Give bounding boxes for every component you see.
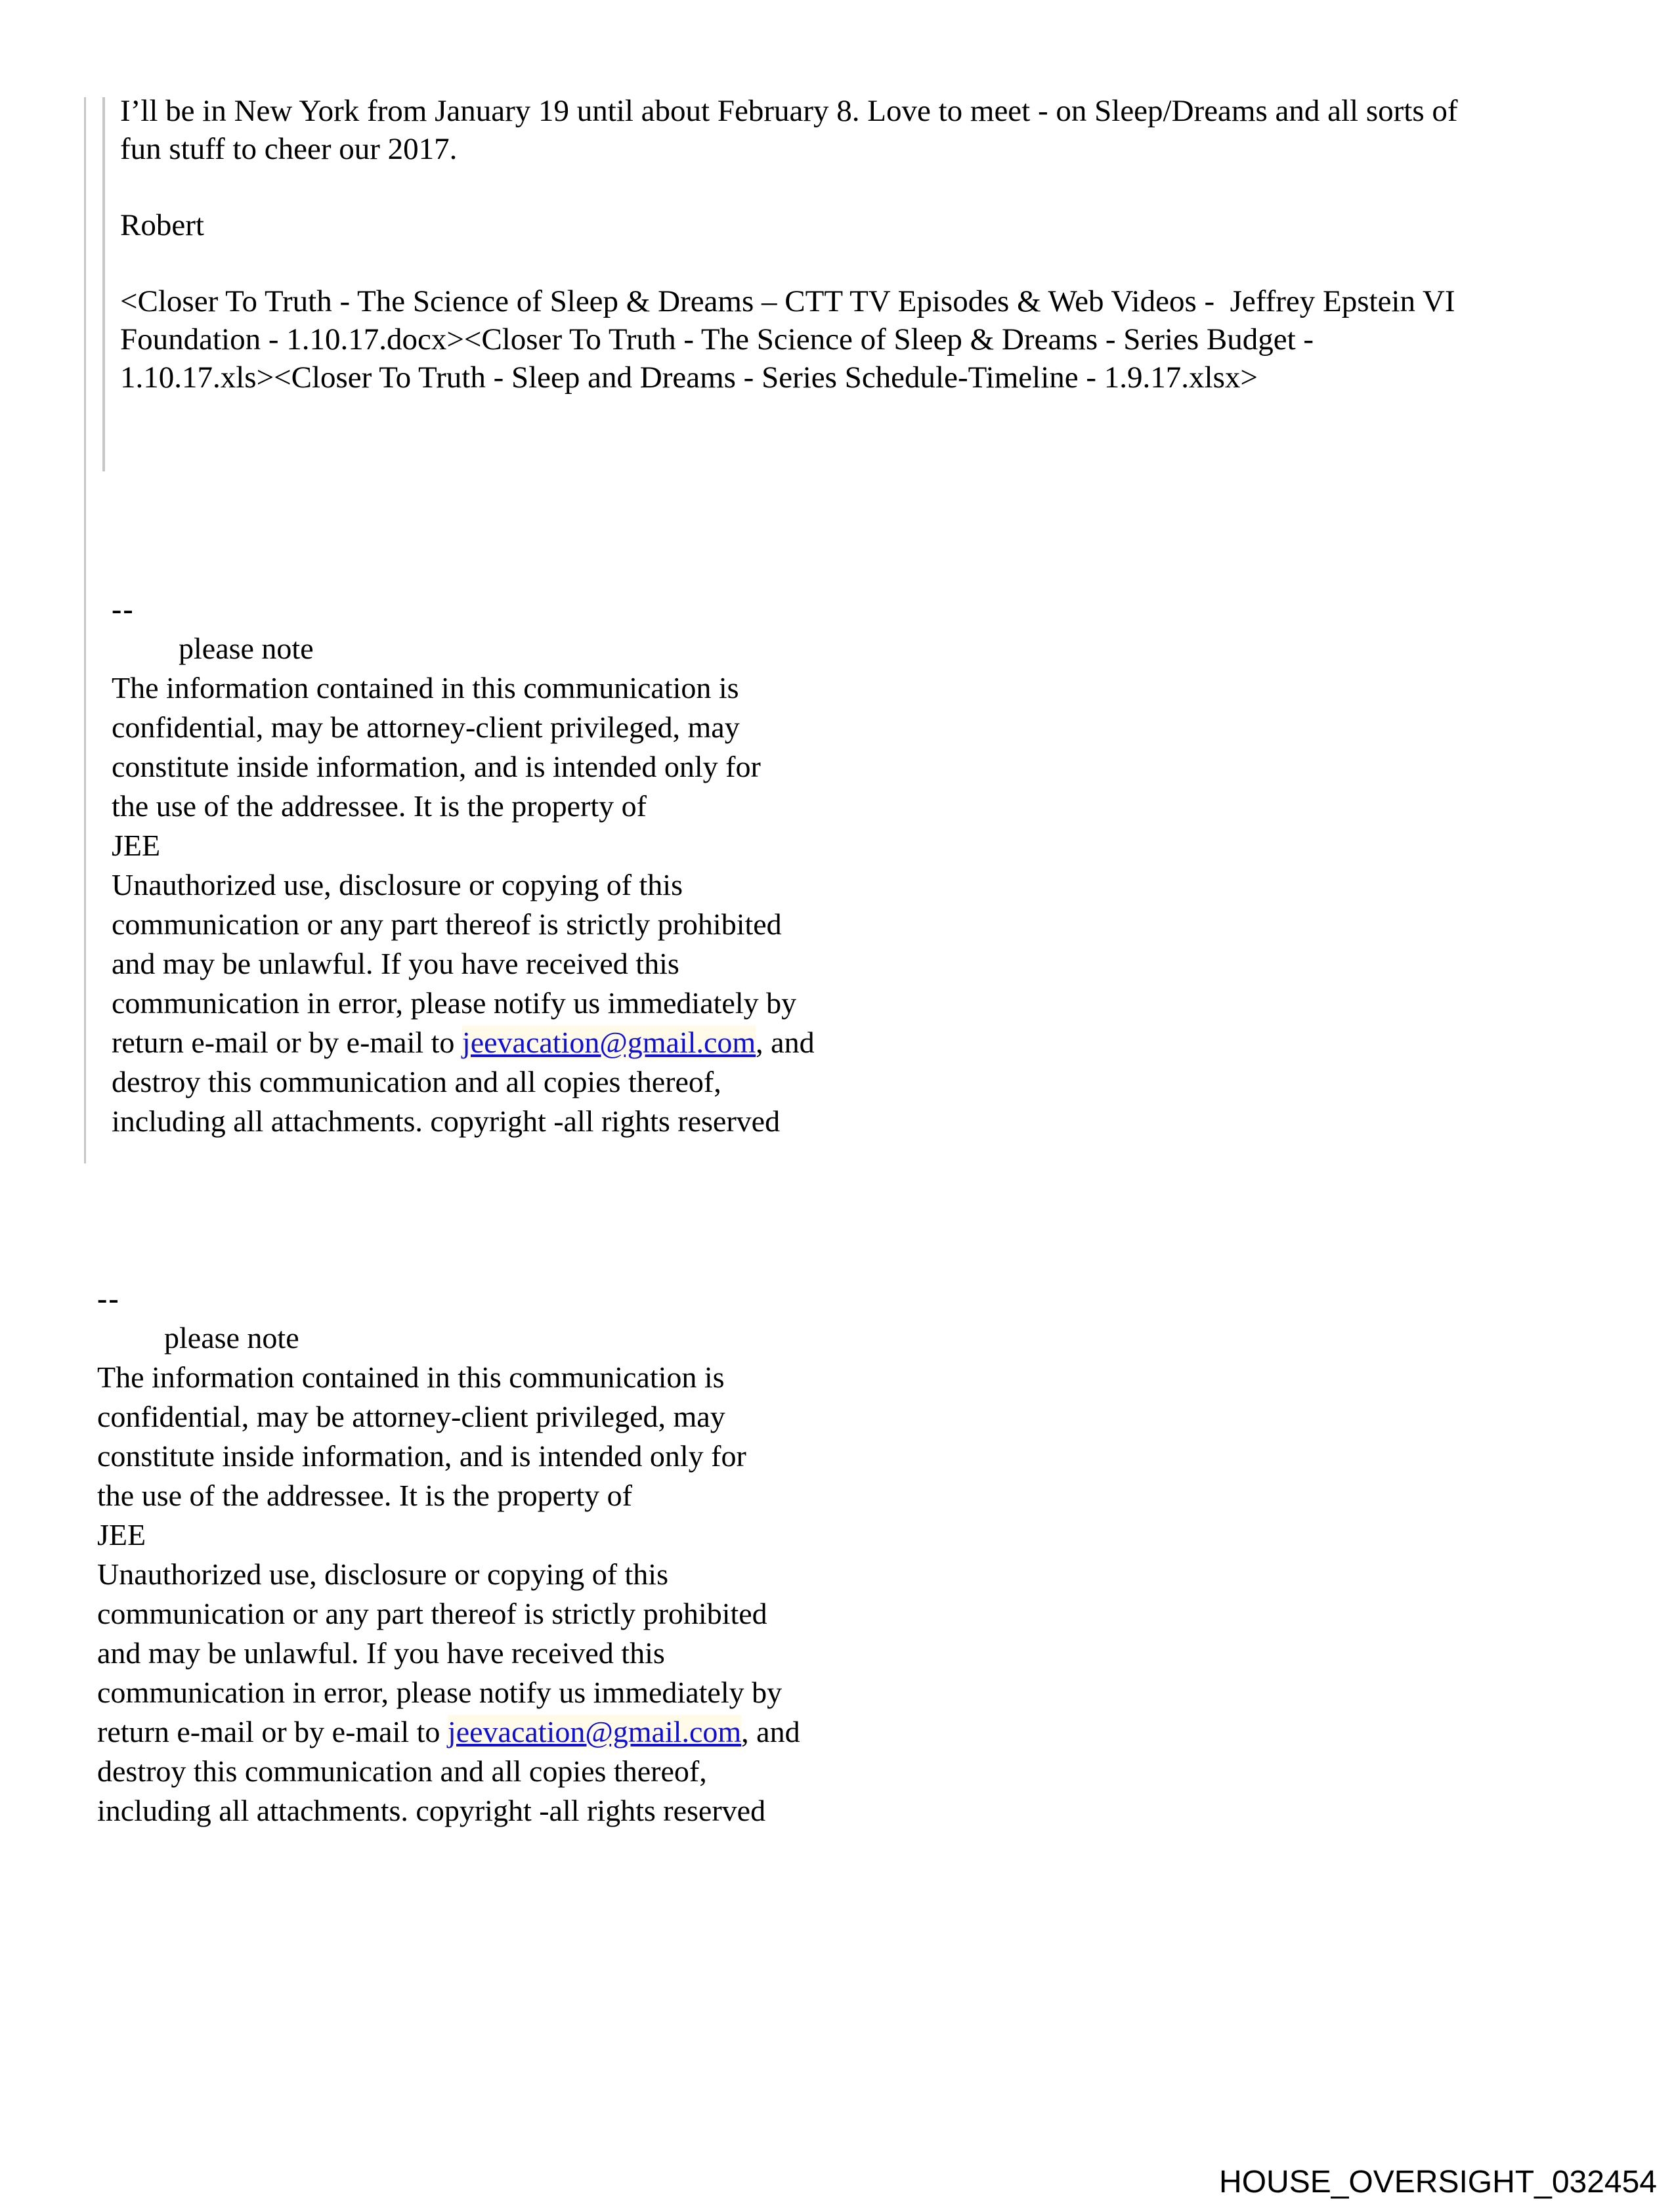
quoted-line-blank — [120, 244, 1458, 282]
disclaimer-line: JEE — [97, 1518, 146, 1551]
attachment-list-line: <Closer To Truth - The Science of Sleep & Dreams – CTT TV Episodes & Web Videos - Jeffrey Epstein VI — [120, 284, 1455, 318]
disclaimer-link-line — [97, 1712, 800, 1752]
quoted-signature: Robert — [120, 208, 204, 242]
disclaimer-line: including all attachments. copyright -all rights reserved — [112, 1104, 781, 1138]
disclaimer-line: including all attachments. copyright -all rights reserved — [97, 1794, 766, 1827]
disclaimer-line: The information contained in this communication is — [97, 1360, 725, 1394]
disclaimer-block-2 — [97, 1279, 800, 1831]
disclaimer-block-1 — [112, 590, 815, 1141]
disclaimer-line: The information contained in this communication is — [112, 671, 739, 705]
disclaimer-line: communication in error, please notify us immediately by — [112, 986, 797, 1020]
disclaimer-note-label: please note — [179, 632, 314, 665]
disclaimer-line: Unauthorized use, disclosure or copying of this — [97, 1557, 668, 1591]
attachment-list-line: 1.10.17.xls><Closer To Truth - Sleep and Dreams - Series Schedule-Timeline - 1.9.17.xlsx> — [120, 360, 1258, 395]
disclaimer-line: communication or any part thereof is strictly prohibited — [97, 1597, 767, 1630]
email-link[interactable]: jeevacation@gmail.com — [447, 1715, 742, 1748]
disclaimer-line: and may be unlawful. If you have received this — [112, 947, 679, 980]
email-link[interactable]: jeevacation@gmail.com — [461, 1026, 756, 1059]
quoted-line: fun stuff to cheer our 2017. — [120, 132, 458, 166]
disclaimer-line: communication in error, please notify us immediately by — [97, 1676, 783, 1709]
quote-bar-inner — [102, 97, 105, 471]
disclaimer-line: and may be unlawful. If you have received this — [97, 1636, 665, 1670]
disclaimer-line: constitute inside information, and is intended only for — [97, 1439, 746, 1473]
disclaimer-line: confidential, may be attorney-client privileged, may — [112, 710, 740, 744]
disclaimer-line: communication or any part thereof is strictly prohibited — [112, 907, 782, 941]
quote-bar-outer — [84, 97, 86, 1163]
disclaimer-link-line — [112, 1023, 815, 1062]
link-line-suffix: , and — [741, 1715, 800, 1748]
link-line-prefix: return e-mail or by e-mail to — [112, 1026, 462, 1059]
disclaimer-line: confidential, may be attorney-client privileged, may — [97, 1400, 725, 1433]
signature-separator: -- — [112, 592, 135, 626]
disclaimer-line: destroy this communication and all copies thereof, — [112, 1065, 721, 1098]
signature-separator: -- — [97, 1282, 120, 1315]
disclaimer-line: constitute inside information, and is intended only for — [112, 750, 761, 783]
quoted-email-body — [120, 92, 1458, 397]
quoted-line-blank — [120, 168, 1458, 206]
disclaimer-line: Unauthorized use, disclosure or copying of this — [112, 868, 683, 901]
quoted-line: I’ll be in New York from January 19 until about February 8. Love to meet - on Sleep/Dreams and all sorts of — [120, 94, 1458, 128]
disclaimer-line: the use of the addressee. It is the property of — [112, 789, 647, 823]
attachment-list-line: Foundation - 1.10.17.docx><Closer To Truth - The Science of Sleep & Dreams - Series Budget - — [120, 322, 1314, 357]
disclaimer-line: the use of the addressee. It is the property of — [97, 1479, 632, 1512]
link-line-suffix: , and — [756, 1026, 815, 1059]
link-line-prefix: return e-mail or by e-mail to — [97, 1715, 448, 1748]
bates-number: HOUSE_OVERSIGHT_032454 — [1219, 2165, 1657, 2200]
disclaimer-line: destroy this communication and all copies thereof, — [97, 1754, 707, 1788]
disclaimer-note-label: please note — [164, 1321, 299, 1355]
disclaimer-line: JEE — [112, 829, 161, 862]
